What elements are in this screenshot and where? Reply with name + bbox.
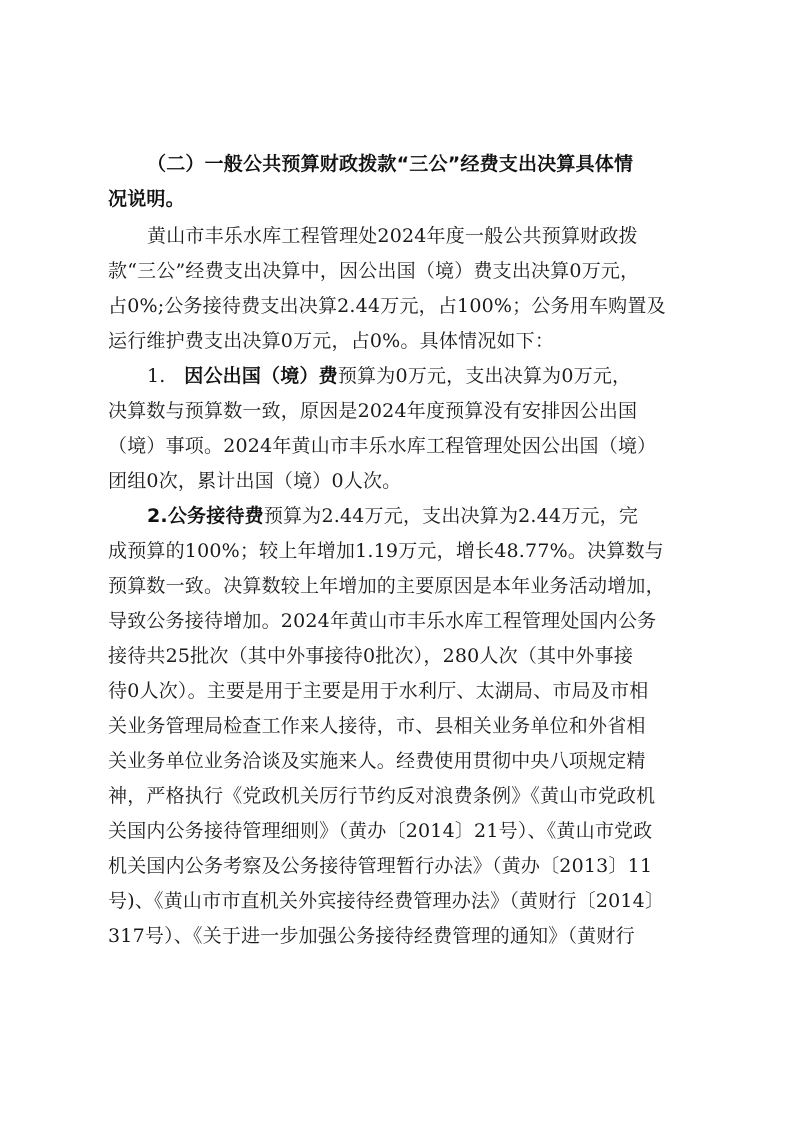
intro-line-3: 占0%;公务接待费支出决算2.44万元，占100%；公务用车购置及 <box>108 295 666 317</box>
section-heading-line-1: （二）一般公共预算财政拨款“三公”经费支出决算具体情 <box>147 153 634 175</box>
item1-title: 因公出国（境）费 <box>184 365 338 387</box>
item1-line-2: 决算数与预算数一致，原因是2024年度预算没有安排因公出国 <box>108 400 638 422</box>
item2-line1-rest: 预算为2.44万元，支出决算为2.44万元，完 <box>263 505 639 527</box>
item2-title: 2.公务接待费 <box>147 505 264 527</box>
item2-line-5: 接待共25批次（其中外事接待0批次），280人次（其中外事接 <box>108 645 634 667</box>
item2-line-9: 神，严格执行《党政机关厉行节约反对浪费条例》《黄山市党政机 <box>108 785 656 807</box>
intro-line-1: 黄山市丰乐水库工程管理处2024年度一般公共预算财政拨 <box>147 225 638 247</box>
item2-line-10: 关国内公务接待管理细则》（黄办〔2014〕21号）、《黄山市党政 <box>108 820 653 842</box>
item2-line-12: 号)、《黄山市市直机关外宾接待经费管理办法》（黄财行〔2014〕 <box>108 890 665 912</box>
item2-line-1 <box>147 504 727 528</box>
item2-line-3: 预算数一致。决算数较上年增加的主要原因是本年业务活动增加， <box>108 575 665 597</box>
item2-line-13: 317号）、《关于进一步加强公务接待经费管理的通知》（黄财行 <box>108 925 635 947</box>
item2-line-6: 待0人次）。主要是用于主要是用于水利厅、太湖局、市局及市相 <box>108 680 649 702</box>
intro-line-4: 运行维护费支出决算0万元，占0%。具体情况如下： <box>108 330 555 352</box>
item2-line-8: 关业务单位业务洽谈及实施来人。经费使用贯彻中央八项规定精 <box>108 750 646 772</box>
item1-line-3: （境）事项。2024年黄山市丰乐水库工程管理处因公出国（境） <box>108 435 657 457</box>
item1-line-4: 团组0次，累计出国（境）0人次。 <box>108 470 402 492</box>
item2-line-11: 机关国内公务考察及公务接待管理暂行办法》（黄办〔2013〕11 <box>108 855 653 877</box>
item2-line-4: 导致公务接待增加。2024年黄山市丰乐水库工程管理处国内公务 <box>108 610 657 632</box>
item1-line1-rest: 预算为0万元，支出决算为0万元， <box>337 365 632 387</box>
intro-line-2: 款“三公”经费支出决算中，因公出国（境）费支出决算0万元， <box>108 260 640 282</box>
item2-line-7: 关业务管理局检查工作来人接待，市、县相关业务单位和外省相 <box>108 715 646 737</box>
section-heading-line-2: 况说明。 <box>108 188 185 210</box>
item2-line-2: 成预算的100%；较上年增加1.19万元，增长48.77%。决算数与 <box>108 540 664 562</box>
item1-number: 1. <box>147 365 166 387</box>
item1-line-1 <box>147 364 727 388</box>
